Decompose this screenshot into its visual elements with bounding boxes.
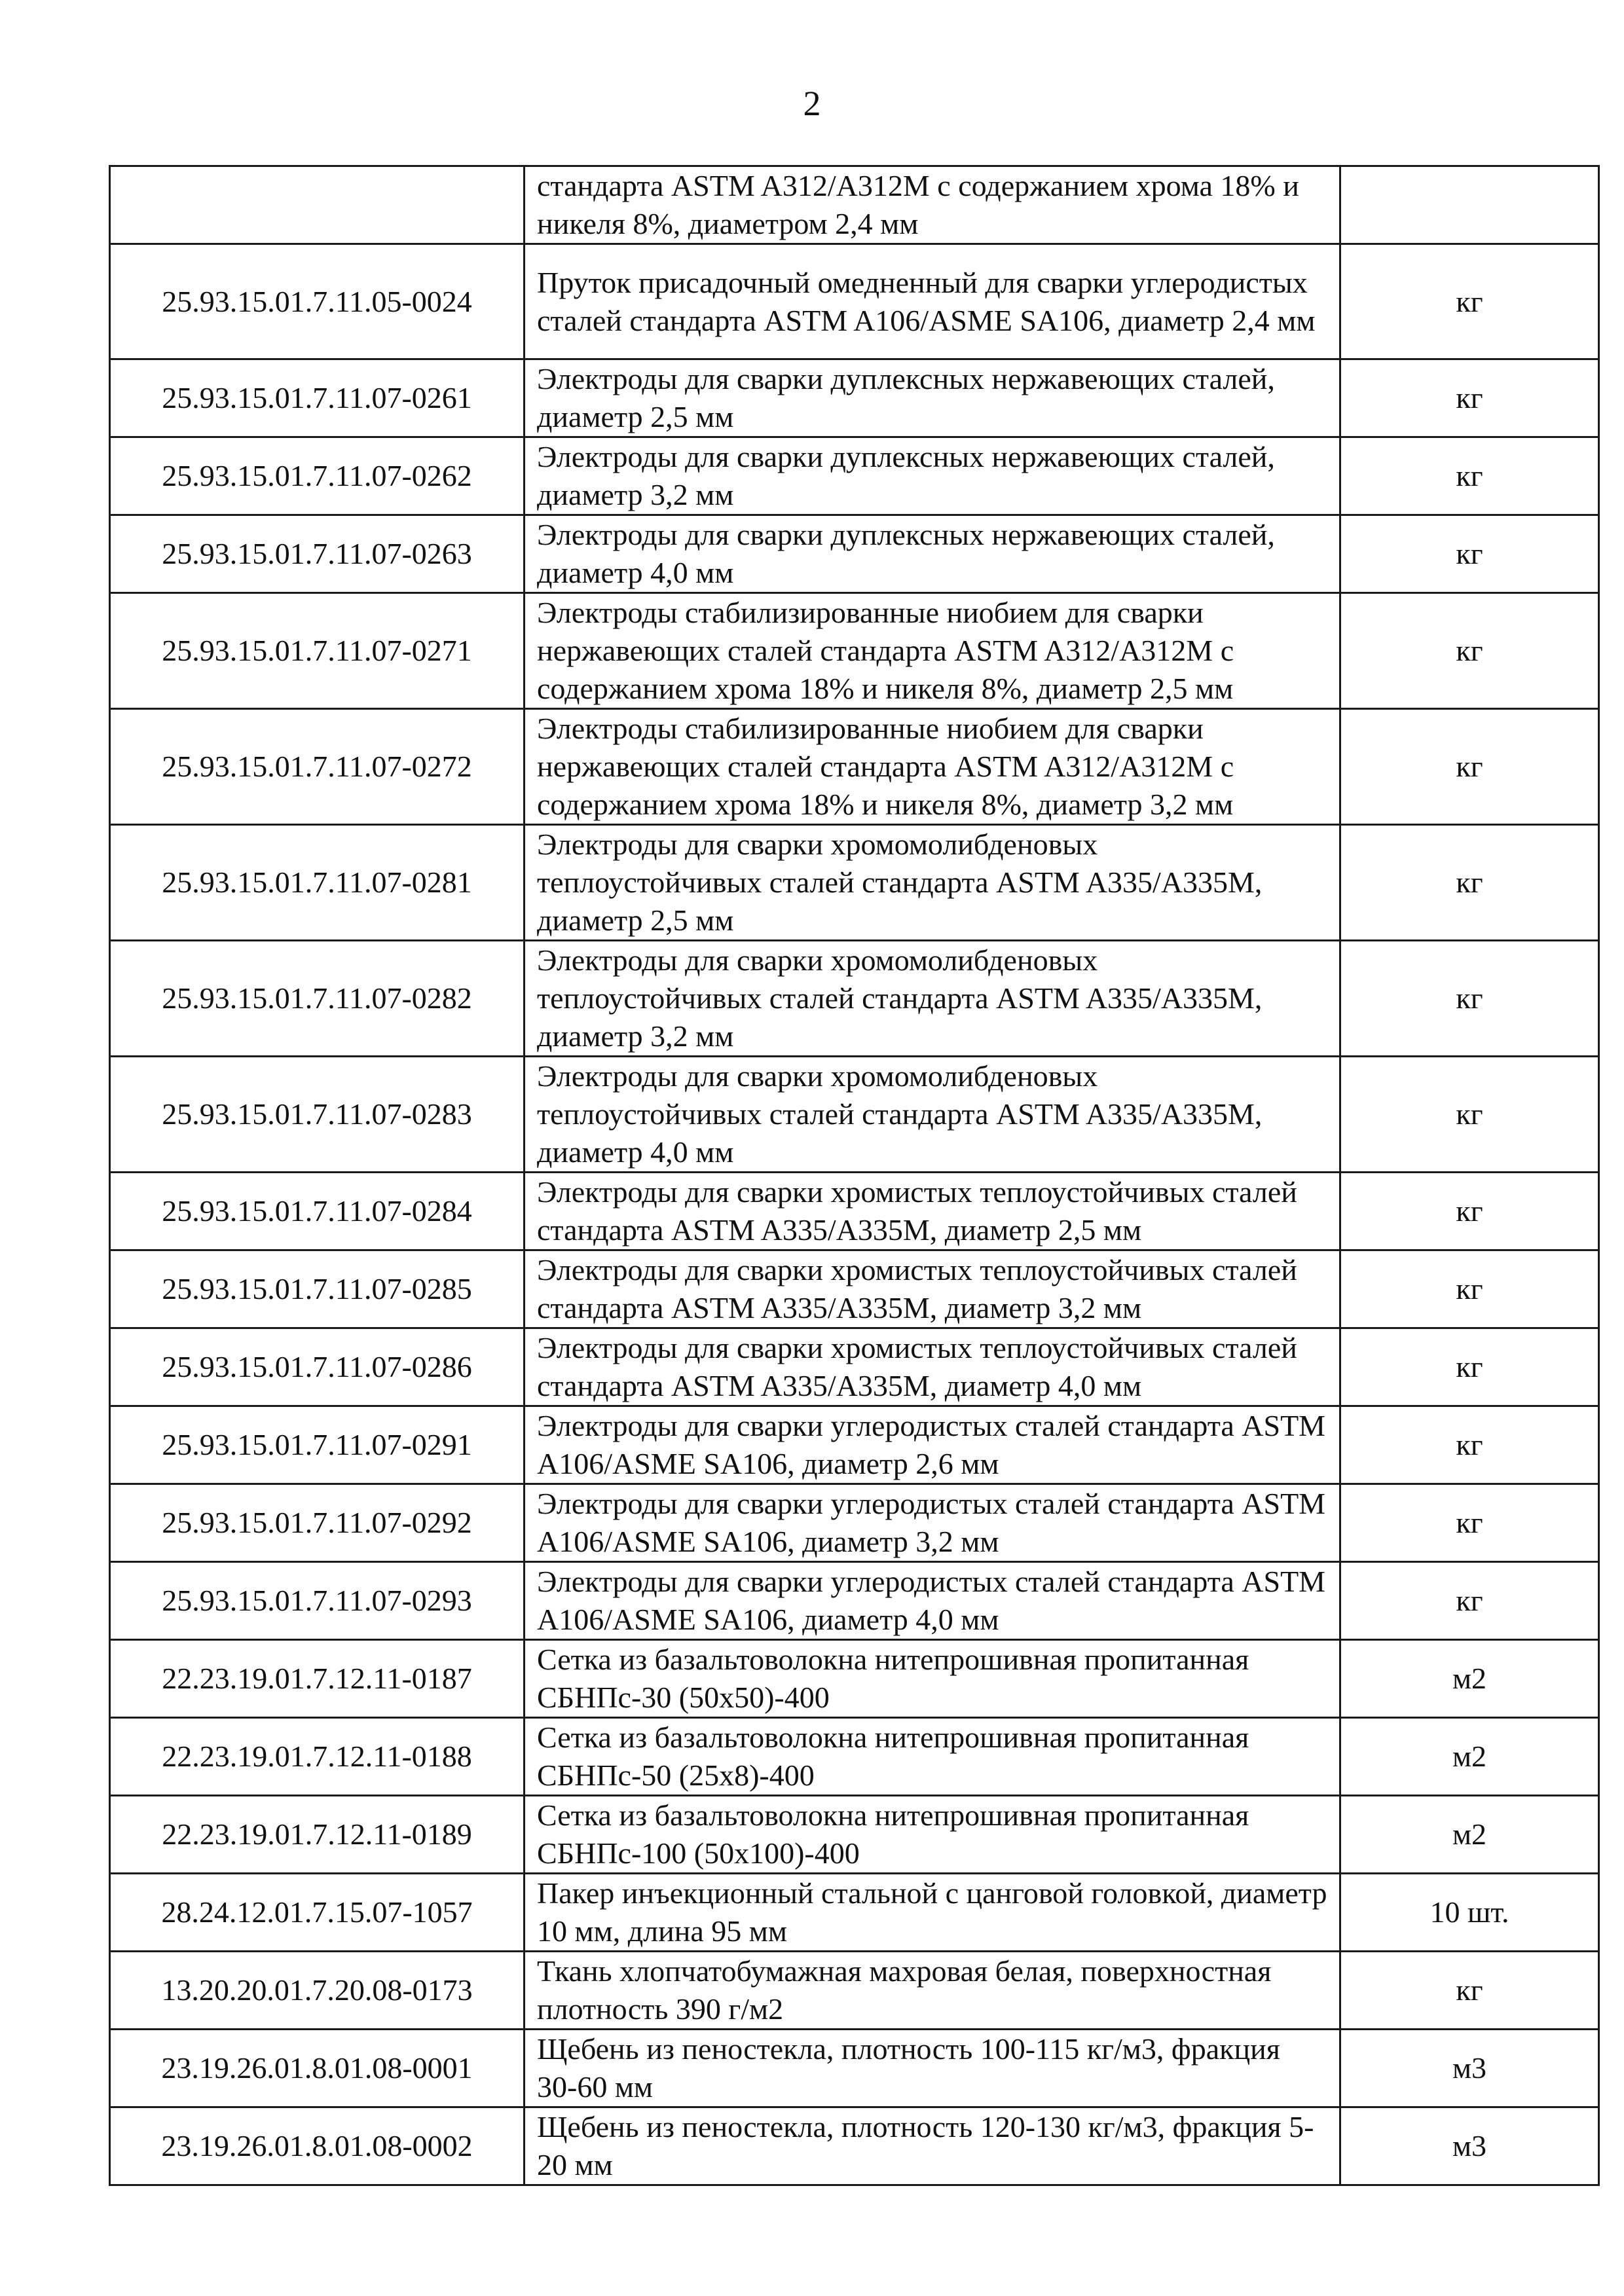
table-row bbox=[110, 1874, 1599, 1952]
table-row bbox=[110, 1328, 1599, 1406]
table-row bbox=[110, 1640, 1599, 1718]
table-row bbox=[110, 166, 1599, 244]
resource-code: 25.93.15.01.7.11.05-0024 bbox=[110, 244, 525, 359]
resource-code: 25.93.15.01.7.11.07-0271 bbox=[110, 593, 525, 709]
resource-code: 22.23.19.01.7.12.11-0189 bbox=[110, 1796, 525, 1874]
resource-name: Электроды для сварки углеродистых сталей стандарта ASTM A106/ASME SA106, диаметр 3,2 мм bbox=[525, 1484, 1340, 1562]
resource-name: Сетка из базальтоволокна нитепрошивная пропитанная СБНПс-30 (50х50)-400 bbox=[525, 1640, 1340, 1718]
resource-code: 25.93.15.01.7.11.07-0262 bbox=[110, 437, 525, 515]
resource-unit: кг bbox=[1340, 709, 1599, 825]
table-row bbox=[110, 2107, 1599, 2185]
table-row bbox=[110, 1173, 1599, 1250]
resource-unit: кг bbox=[1340, 593, 1599, 709]
resource-unit bbox=[1340, 166, 1599, 244]
resource-unit: кг bbox=[1340, 1952, 1599, 2030]
resource-code: 23.19.26.01.8.01.08-0002 bbox=[110, 2107, 525, 2185]
resource-code: 25.93.15.01.7.11.07-0282 bbox=[110, 941, 525, 1057]
resource-unit: кг bbox=[1340, 1250, 1599, 1328]
resource-unit: кг bbox=[1340, 1057, 1599, 1173]
table-row bbox=[110, 825, 1599, 941]
resource-name: Электроды для сварки углеродистых сталей стандарта ASTM A106/ASME SA106, диаметр 4,0 мм bbox=[525, 1562, 1340, 1640]
table-row bbox=[110, 1057, 1599, 1173]
table-row bbox=[110, 941, 1599, 1057]
resource-name: Ткань хлопчатобумажная махровая белая, поверхностная плотность 390 г/м2 bbox=[525, 1952, 1340, 2030]
resource-name: Электроды для сварки хромистых теплоустойчивых сталей стандарта ASTM A335/A335M, диаметр 2,5 мм bbox=[525, 1173, 1340, 1250]
resource-name: Электроды для сварки дуплексных нержавеющих сталей, диаметр 3,2 мм bbox=[525, 437, 1340, 515]
resource-code: 23.19.26.01.8.01.08-0001 bbox=[110, 2030, 525, 2107]
resource-name: Пруток присадочный омедненный для сварки углеродистых сталей стандарта ASTM A106/ASME SA106, диаметр 2,4 мм bbox=[525, 244, 1340, 359]
resource-name: Электроды для сварки хромомолибденовых теплоустойчивых сталей стандарта ASTM A335/A335M, диаметр 2,5 мм bbox=[525, 825, 1340, 941]
resource-code: 22.23.19.01.7.12.11-0187 bbox=[110, 1640, 525, 1718]
resource-unit: кг bbox=[1340, 437, 1599, 515]
resource-name: Щебень из пеностекла, плотность 120-130 кг/м3, фракция 5-20 мм bbox=[525, 2107, 1340, 2185]
resource-unit: м2 bbox=[1340, 1640, 1599, 1718]
resource-unit: м2 bbox=[1340, 1796, 1599, 1874]
table-row bbox=[110, 1562, 1599, 1640]
resource-code: 25.93.15.01.7.11.07-0272 bbox=[110, 709, 525, 825]
resource-code: 25.93.15.01.7.11.07-0284 bbox=[110, 1173, 525, 1250]
resource-unit: 10 шт. bbox=[1340, 1874, 1599, 1952]
resource-code: 25.93.15.01.7.11.07-0293 bbox=[110, 1562, 525, 1640]
resource-code: 13.20.20.01.7.20.08-0173 bbox=[110, 1952, 525, 2030]
resource-unit: кг bbox=[1340, 515, 1599, 593]
table-row bbox=[110, 593, 1599, 709]
page-number: 2 bbox=[803, 84, 821, 123]
resource-unit: кг bbox=[1340, 1484, 1599, 1562]
resource-name: Электроды стабилизированные ниобием для сварки нержавеющих сталей стандарта ASTM A312/A312M с содержанием хрома 18% и никеля 8%, диаметр 2,5 мм bbox=[525, 593, 1340, 709]
resource-name: Электроды для сварки хромистых теплоустойчивых сталей стандарта ASTM A335/A335M, диаметр 3,2 мм bbox=[525, 1250, 1340, 1328]
resource-code: 25.93.15.01.7.11.07-0292 bbox=[110, 1484, 525, 1562]
resource-code bbox=[110, 166, 525, 244]
resource-name: Электроды для сварки хромомолибденовых теплоустойчивых сталей стандарта ASTM A335/A335M, диаметр 3,2 мм bbox=[525, 941, 1340, 1057]
resource-name: стандарта ASTM A312/A312M с содержанием хрома 18% и никеля 8%, диаметром 2,4 мм bbox=[525, 166, 1340, 244]
table-row bbox=[110, 2030, 1599, 2107]
resource-code: 28.24.12.01.7.15.07-1057 bbox=[110, 1874, 525, 1952]
resource-unit: кг bbox=[1340, 359, 1599, 437]
resource-name: Электроды для сварки углеродистых сталей стандарта ASTM A106/ASME SA106, диаметр 2,6 мм bbox=[525, 1406, 1340, 1484]
resource-code: 25.93.15.01.7.11.07-0283 bbox=[110, 1057, 525, 1173]
resource-code: 25.93.15.01.7.11.07-0286 bbox=[110, 1328, 525, 1406]
resource-name: Электроды для сварки хромомолибденовых теплоустойчивых сталей стандарта ASTM A335/A335M, диаметр 4,0 мм bbox=[525, 1057, 1340, 1173]
table-row bbox=[110, 244, 1599, 359]
table-row bbox=[110, 359, 1599, 437]
resource-unit: кг bbox=[1340, 941, 1599, 1057]
resource-code: 25.93.15.01.7.11.07-0263 bbox=[110, 515, 525, 593]
resource-unit: кг bbox=[1340, 1328, 1599, 1406]
table-row bbox=[110, 1484, 1599, 1562]
resource-unit: кг bbox=[1340, 1562, 1599, 1640]
resource-unit: м3 bbox=[1340, 2030, 1599, 2107]
resource-name: Электроды для сварки дуплексных нержавеющих сталей, диаметр 4,0 мм bbox=[525, 515, 1340, 593]
resource-table bbox=[109, 165, 1600, 2186]
resource-unit: кг bbox=[1340, 244, 1599, 359]
resource-name: Пакер инъекционный стальной с цанговой головкой, диаметр 10 мм, длина 95 мм bbox=[525, 1874, 1340, 1952]
resource-code: 25.93.15.01.7.11.07-0261 bbox=[110, 359, 525, 437]
resource-code: 25.93.15.01.7.11.07-0291 bbox=[110, 1406, 525, 1484]
resource-code: 22.23.19.01.7.12.11-0188 bbox=[110, 1718, 525, 1796]
resource-code: 25.93.15.01.7.11.07-0281 bbox=[110, 825, 525, 941]
table-row bbox=[110, 1250, 1599, 1328]
resource-name: Электроды стабилизированные ниобием для сварки нержавеющих сталей стандарта ASTM A312/A312M с содержанием хрома 18% и никеля 8%, диаметр 3,2 мм bbox=[525, 709, 1340, 825]
table-row bbox=[110, 515, 1599, 593]
resource-name: Сетка из базальтоволокна нитепрошивная пропитанная СБНПс-100 (50х100)-400 bbox=[525, 1796, 1340, 1874]
resource-unit: м2 bbox=[1340, 1718, 1599, 1796]
resource-name: Щебень из пеностекла, плотность 100-115 кг/м3, фракция 30-60 мм bbox=[525, 2030, 1340, 2107]
resource-name: Электроды для сварки хромистых теплоустойчивых сталей стандарта ASTM A335/A335M, диаметр 4,0 мм bbox=[525, 1328, 1340, 1406]
table-row bbox=[110, 1406, 1599, 1484]
resource-name: Сетка из базальтоволокна нитепрошивная пропитанная СБНПс-50 (25х8)-400 bbox=[525, 1718, 1340, 1796]
table-row bbox=[110, 437, 1599, 515]
resource-unit: кг bbox=[1340, 1173, 1599, 1250]
resource-code: 25.93.15.01.7.11.07-0285 bbox=[110, 1250, 525, 1328]
table-row bbox=[110, 1796, 1599, 1874]
resource-unit: м3 bbox=[1340, 2107, 1599, 2185]
table-row bbox=[110, 1952, 1599, 2030]
resource-name: Электроды для сварки дуплексных нержавеющих сталей, диаметр 2,5 мм bbox=[525, 359, 1340, 437]
resource-unit: кг bbox=[1340, 825, 1599, 941]
resource-unit: кг bbox=[1340, 1406, 1599, 1484]
table-row bbox=[110, 1718, 1599, 1796]
table-row bbox=[110, 709, 1599, 825]
